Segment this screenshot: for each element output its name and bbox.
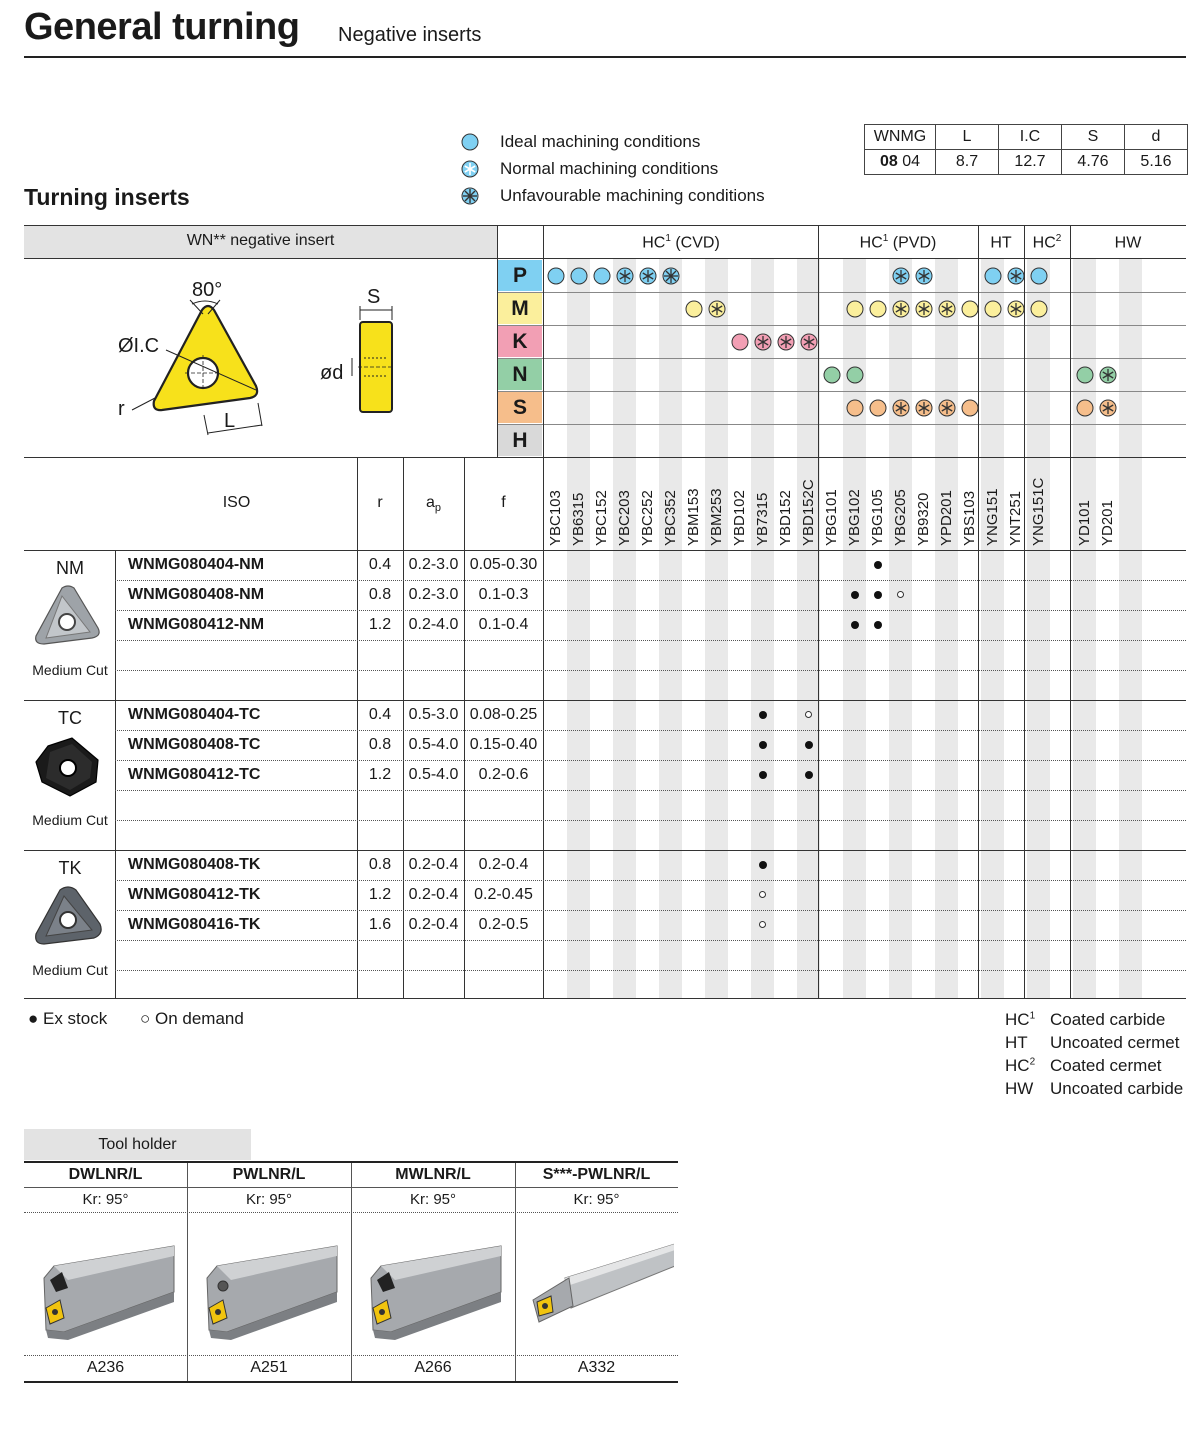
normal-condition-icon — [753, 332, 773, 352]
holder-kr: Kr: 95° — [245, 1191, 293, 1208]
depth-value: 0.2-4.0 — [408, 616, 459, 633]
holder-image-rule — [24, 1355, 678, 1356]
ideal-condition-icon — [845, 398, 865, 418]
grade-column-shade — [797, 259, 820, 998]
type-code — [1005, 1079, 1033, 1099]
page-title: General turning — [24, 6, 300, 48]
type-description: Uncoated cermet — [1050, 1033, 1180, 1052]
ideal-condition-icon — [868, 398, 888, 418]
dim-value-s: 4.76 — [1062, 150, 1125, 175]
depth-value: 0.5-4.0 — [408, 736, 459, 753]
normal-condition-icon — [891, 266, 911, 286]
group-header-4 — [1070, 233, 1186, 252]
feed-value: 0.2-0.45 — [474, 886, 533, 903]
grid-column-rule — [818, 225, 819, 998]
grade-YB6315: YB6315 — [570, 492, 587, 546]
holder-column-rule — [187, 1163, 188, 1381]
type-description: Uncoated carbide — [1050, 1079, 1184, 1098]
legend-normal-label: Normal machining conditions — [500, 159, 719, 178]
ideal-condition-icon — [592, 266, 612, 286]
ex-stock-dot — [759, 741, 767, 749]
dim-value-l: 8.7 — [936, 150, 999, 175]
ex-stock-dot — [759, 711, 767, 719]
ideal-condition-icon — [684, 299, 704, 319]
tc-insert-icon — [32, 734, 104, 800]
material-H: H — [498, 425, 542, 456]
chipbreaker-nm-cut: Medium Cut — [32, 662, 108, 678]
ideal-condition-icon — [983, 266, 1003, 286]
holder-kr: Kr: 95° — [573, 1191, 620, 1208]
radius-value: 1.2 — [368, 766, 392, 783]
dim-header-d: d — [1125, 125, 1188, 150]
row-dotted-rule — [115, 580, 1186, 581]
type-code-label: HW — [1005, 1079, 1034, 1098]
dim-header-s: S — [1062, 125, 1125, 150]
group-label: HC — [1032, 234, 1056, 252]
on-demand-dot — [805, 711, 812, 718]
legend-normal — [460, 159, 718, 179]
label-s: S — [367, 286, 381, 308]
row-dotted-rule — [115, 760, 1186, 761]
ex-stock-dot — [874, 561, 882, 569]
row-dotted-rule — [115, 730, 1186, 731]
ex-stock-dot — [805, 771, 813, 779]
ideal-condition-icon — [868, 299, 888, 319]
on-demand-dot — [897, 591, 904, 598]
material-K: K — [498, 326, 542, 357]
legend-ideal — [460, 132, 700, 152]
ideal-condition-icon — [546, 266, 566, 286]
row-dotted-rule — [115, 790, 1186, 791]
block-rule — [24, 700, 1186, 701]
tool-holder-icon — [197, 1226, 347, 1346]
normal-condition-icon — [891, 299, 911, 319]
dim-header-wnmg: WNMG — [865, 125, 936, 150]
legend-on-demand: ○ On demand — [140, 1009, 244, 1028]
feed-value: 0.2-0.5 — [478, 916, 529, 933]
feed-value: 0.2-0.6 — [478, 766, 529, 783]
grade-YBD152C: YBD152C — [800, 479, 817, 546]
ex-stock-dot — [759, 771, 767, 779]
grade-YNG151C: YNG151C — [1030, 477, 1047, 546]
radius-value: 0.4 — [368, 706, 392, 723]
label-d: ød — [320, 362, 344, 384]
type-code-sup: 2 — [1029, 1056, 1036, 1068]
type-code-label: HC — [1005, 1010, 1030, 1029]
grid-column-rule — [497, 225, 498, 457]
normal-condition-icon — [776, 332, 796, 352]
feed-value: 0.2-0.4 — [478, 856, 529, 873]
title-divider — [24, 56, 1186, 58]
normal-condition-icon — [615, 266, 635, 286]
header-ap-sub: p — [434, 502, 442, 515]
row-dotted-rule — [115, 940, 1186, 941]
chipbreaker-tk-name: TK — [58, 858, 82, 878]
feed-value: 0.15-0.40 — [469, 736, 538, 753]
dim-code — [865, 150, 936, 175]
ideal-condition-icon — [569, 266, 589, 286]
material-row-rule — [498, 391, 1186, 392]
grade-YBC252: YBC252 — [639, 490, 656, 546]
normal-condition-icon — [1098, 398, 1118, 418]
iso-code: WNMG080412-TK — [128, 886, 261, 903]
grade-YNG151: YNG151 — [984, 488, 1001, 546]
grade-YBG105: YBG105 — [869, 489, 886, 546]
grade-YBM253: YBM253 — [708, 488, 725, 546]
feed-value: 0.05-0.30 — [469, 556, 538, 573]
feed-value: 0.1-0.3 — [478, 586, 529, 603]
normal-condition-icon — [1006, 299, 1026, 319]
chipbreaker-tc-cut: Medium Cut — [32, 812, 108, 828]
group-header-2 — [978, 233, 1024, 252]
holder-page-ref: A266 — [414, 1359, 452, 1376]
grade-YBD102: YBD102 — [731, 490, 748, 546]
iso-code: WNMG080404-TC — [128, 706, 261, 723]
type-code-sup: 1 — [1029, 1010, 1036, 1022]
dim-header-ic: I.C — [999, 125, 1062, 150]
holder-page-ref: A236 — [86, 1359, 125, 1376]
tool-holder-icon — [525, 1226, 674, 1346]
iso-code: WNMG080404-NM — [128, 556, 265, 573]
row-dotted-rule — [115, 640, 1186, 641]
normal-condition-icon — [937, 398, 957, 418]
holder-bottom-rule — [24, 1381, 678, 1383]
group-label: HT — [990, 234, 1012, 252]
normal-condition-icon — [914, 398, 934, 418]
group-label: HC — [859, 234, 883, 252]
grade-column-shade — [705, 259, 728, 998]
grade-column-shade — [751, 259, 774, 998]
radius-value: 0.8 — [368, 736, 392, 753]
holder-page-ref: A251 — [250, 1359, 288, 1376]
radius-value: 0.8 — [368, 586, 392, 603]
type-code — [1005, 1010, 1035, 1030]
unfavourable-condition-icon — [661, 266, 681, 286]
normal-condition-icon — [914, 299, 934, 319]
legend-ideal-label: Ideal machining conditions — [500, 132, 701, 151]
page-subtitle: Negative inserts — [338, 24, 482, 46]
depth-value: 0.5-4.0 — [408, 766, 459, 783]
normal-condition-icon — [707, 299, 727, 319]
type-code — [1005, 1033, 1028, 1053]
row-dotted-rule — [115, 880, 1186, 881]
normal-condition-icon — [937, 299, 957, 319]
label-ic: ØI.C — [118, 335, 160, 357]
depth-value: 0.5-3.0 — [408, 706, 459, 723]
feed-value: 0.08-0.25 — [469, 706, 538, 723]
header-iso: ISO — [222, 494, 251, 511]
iso-code: WNMG080416-TK — [128, 916, 261, 933]
dense-star-circle-icon — [460, 186, 480, 206]
radius-value: 0.8 — [368, 856, 392, 873]
dim-code-a: 08 — [879, 153, 898, 170]
depth-value: 0.2-0.4 — [408, 856, 459, 873]
grade-YBG102: YBG102 — [846, 489, 863, 546]
dimension-table — [864, 124, 1188, 175]
row-dotted-rule — [115, 970, 1186, 971]
holder-page-ref: A332 — [577, 1359, 616, 1376]
row-dotted-rule — [115, 610, 1186, 611]
iso-code: WNMG080412-TC — [128, 766, 261, 783]
group-sup: 2 — [1055, 233, 1062, 244]
grade-YB7315: YB7315 — [754, 492, 771, 546]
grade-column-shade — [889, 259, 912, 998]
group-header-3 — [1024, 233, 1070, 252]
group-label: HW — [1114, 234, 1142, 252]
tk-insert-icon — [32, 884, 104, 950]
insert-panel-title: WN** negative insert — [186, 232, 335, 249]
dim-value-d: 5.16 — [1125, 150, 1188, 175]
material-N: N — [498, 359, 542, 390]
holder-kr: Kr: 95° — [82, 1191, 129, 1208]
row-dotted-rule — [115, 820, 1186, 821]
grade-YBC103: YBC103 — [547, 490, 564, 546]
ideal-condition-icon — [845, 365, 865, 385]
group-header-1 — [818, 233, 978, 252]
dim-code-b: 04 — [902, 153, 921, 170]
block-rule — [24, 850, 1186, 851]
ex-stock-dot — [874, 621, 882, 629]
header-r: r — [377, 494, 383, 511]
normal-condition-icon — [638, 266, 658, 286]
ideal-condition-icon — [1075, 398, 1095, 418]
grid-bottom-rule — [24, 998, 1186, 999]
header-ap-label: a — [425, 494, 435, 511]
holder-column-rule — [515, 1163, 516, 1381]
grade-YBS103: YBS103 — [961, 490, 978, 546]
grade-YD201: YD201 — [1099, 500, 1116, 546]
iso-code: WNMG080408-TC — [128, 736, 261, 753]
material-bottom-rule — [24, 457, 1186, 458]
ex-stock-dot — [805, 741, 813, 749]
grade-YBG205: YBG205 — [892, 489, 909, 546]
header-f: f — [501, 494, 506, 511]
radius-value: 0.4 — [368, 556, 392, 573]
legend-ex-stock: ● Ex stock — [28, 1009, 108, 1028]
grid-column-rule — [1070, 225, 1071, 998]
legend-unfavourable — [460, 186, 765, 206]
iso-code: WNMG080408-NM — [128, 586, 265, 603]
group-sup: 1 — [882, 233, 889, 244]
holder-kr-rule — [24, 1212, 678, 1213]
normal-condition-icon — [1006, 266, 1026, 286]
normal-condition-icon — [799, 332, 819, 352]
dim-header-l: L — [936, 125, 999, 150]
ideal-condition-icon — [960, 398, 980, 418]
radius-value: 1.6 — [368, 916, 392, 933]
on-demand-dot — [759, 891, 766, 898]
grid-column-rule — [543, 225, 544, 998]
grid-column-rule — [978, 225, 979, 998]
grade-column-shade — [1027, 259, 1050, 998]
normal-condition-icon — [1098, 365, 1118, 385]
ideal-condition-icon — [1029, 266, 1049, 286]
material-M: M — [498, 293, 542, 324]
holder-column-rule — [351, 1163, 352, 1381]
holder-name-rule — [24, 1187, 678, 1188]
material-row-rule — [498, 358, 1186, 359]
grade-column-shade — [981, 259, 1004, 998]
solid-circle-icon — [460, 132, 480, 152]
holder-name: PWLNR/L — [232, 1166, 306, 1183]
section-title: Turning inserts — [24, 184, 190, 210]
material-S: S — [498, 392, 542, 423]
row-dotted-rule — [115, 910, 1186, 911]
grade-YNT251: YNT251 — [1007, 490, 1024, 546]
depth-value: 0.2-3.0 — [408, 586, 459, 603]
ideal-condition-icon — [1075, 365, 1095, 385]
grade-column-shade — [659, 259, 682, 998]
holder-name: DWLNR/L — [68, 1166, 143, 1183]
group-sup: 1 — [665, 233, 671, 244]
ideal-condition-icon — [845, 299, 865, 319]
ex-stock-dot — [874, 591, 882, 599]
header-ap — [403, 494, 464, 514]
grade-column-shade — [613, 259, 636, 998]
group-header-rule — [24, 258, 1186, 259]
group-label: HC — [642, 234, 666, 252]
grid-column-rule — [115, 550, 116, 998]
feed-value: 0.1-0.4 — [478, 616, 529, 633]
label-l: L — [224, 410, 236, 432]
ideal-condition-icon — [730, 332, 750, 352]
grade-YBC152: YBC152 — [593, 490, 610, 546]
group-suffix: (PVD) — [888, 234, 937, 252]
grade-YBM153: YBM153 — [685, 488, 702, 546]
group-suffix: (CVD) — [670, 234, 720, 252]
holder-name: S***-PWLNR/L — [542, 1166, 651, 1183]
grade-YBD152: YBD152 — [777, 490, 794, 546]
type-description: Coated cermet — [1050, 1056, 1162, 1075]
grade-column-shade — [1119, 259, 1142, 998]
type-code — [1005, 1056, 1035, 1076]
grade-YB9320: YB9320 — [915, 492, 932, 546]
ideal-condition-icon — [822, 365, 842, 385]
chipbreaker-tc-name: TC — [58, 708, 82, 728]
label-angle: 80° — [192, 279, 223, 301]
group-header-0 — [544, 233, 818, 252]
normal-condition-icon — [891, 398, 911, 418]
type-description: Coated carbide — [1050, 1010, 1166, 1029]
material-row-rule — [498, 424, 1186, 425]
depth-value: 0.2-0.4 — [408, 916, 459, 933]
grade-YBC352: YBC352 — [662, 490, 679, 546]
normal-condition-icon — [914, 266, 934, 286]
ideal-condition-icon — [960, 299, 980, 319]
iso-code: WNMG080412-NM — [128, 616, 265, 633]
depth-value: 0.2-3.0 — [408, 556, 459, 573]
chipbreaker-nm-name: NM — [56, 558, 84, 578]
grade-column-shade — [567, 259, 590, 998]
nm-insert-icon — [32, 584, 104, 650]
holder-name: MWLNR/L — [395, 1166, 471, 1183]
depth-value: 0.2-0.4 — [408, 886, 459, 903]
star-circle-icon — [460, 159, 480, 179]
radius-value: 1.2 — [368, 886, 392, 903]
radius-value: 1.2 — [368, 616, 392, 633]
ex-stock-dot — [759, 861, 767, 869]
material-row-rule — [498, 325, 1186, 326]
type-code-label: HC — [1005, 1056, 1030, 1075]
iso-code: WNMG080408-TK — [128, 856, 261, 873]
grade-column-shade — [935, 259, 958, 998]
material-P: P — [498, 260, 542, 291]
row-dotted-rule — [115, 670, 1186, 671]
tool-holder-icon — [361, 1226, 511, 1346]
ideal-condition-icon — [983, 299, 1003, 319]
ideal-condition-icon — [1029, 299, 1049, 319]
type-code-label: HT — [1005, 1033, 1028, 1052]
tool-holder-icon — [34, 1226, 183, 1346]
grade-YBG101: YBG101 — [823, 489, 840, 546]
holder-kr: Kr: 95° — [409, 1191, 457, 1208]
grid-column-rule — [1024, 225, 1025, 998]
material-row-rule — [498, 292, 1186, 293]
iso-header-rule — [24, 550, 1186, 551]
label-r: r — [118, 398, 125, 420]
dim-value-ic: 12.7 — [999, 150, 1062, 175]
grade-YD101: YD101 — [1076, 500, 1093, 546]
legend-unfavourable-label: Unfavourable machining conditions — [500, 186, 765, 205]
grade-YPD201: YPD201 — [938, 490, 955, 546]
ex-stock-dot — [851, 621, 859, 629]
chipbreaker-tk-cut: Medium Cut — [32, 962, 108, 978]
on-demand-dot — [759, 921, 766, 928]
grade-YBC203: YBC203 — [616, 490, 633, 546]
tool-holder-title: Tool holder — [24, 1129, 251, 1160]
ex-stock-dot — [851, 591, 859, 599]
